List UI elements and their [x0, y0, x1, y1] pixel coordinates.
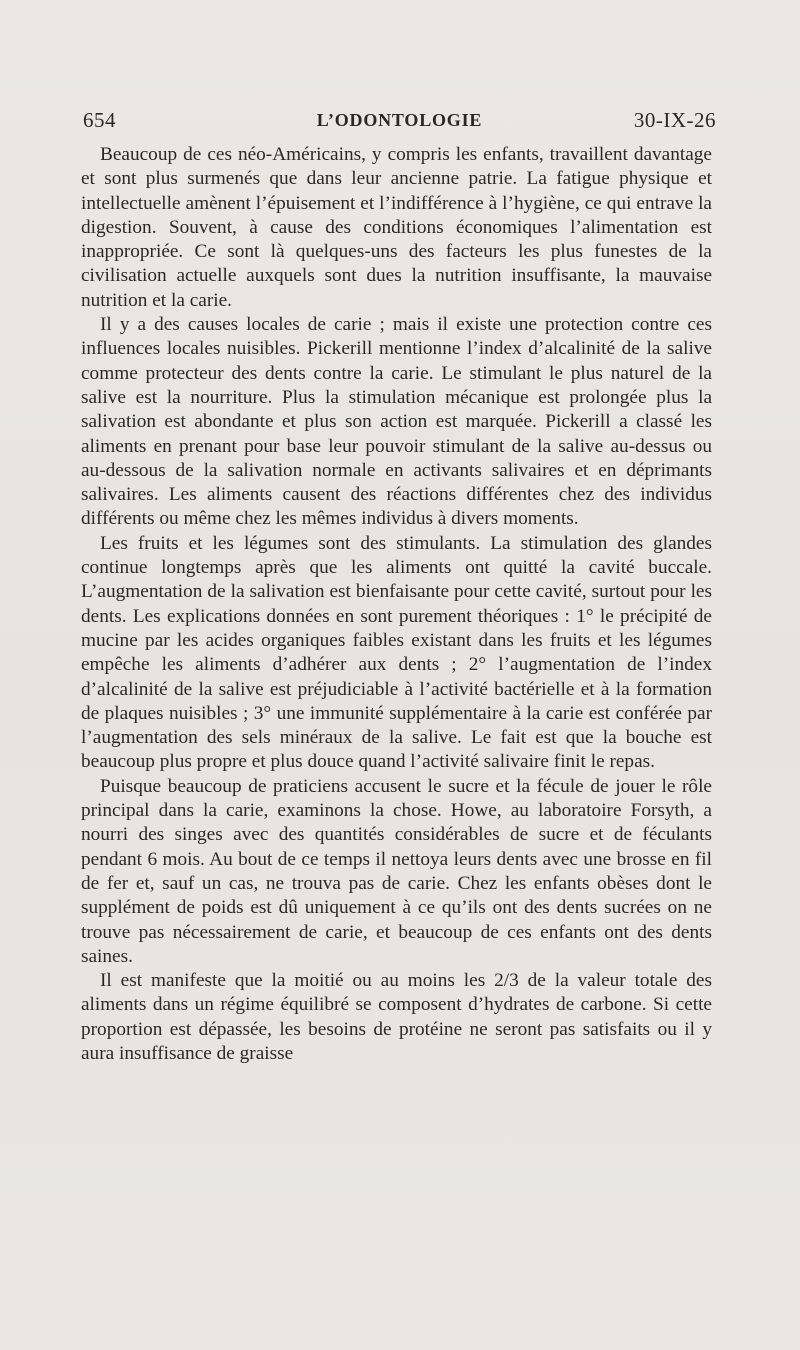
issue-date: 30-IX-26: [633, 108, 716, 132]
article-body: [81, 143, 712, 1066]
paragraph-2: Il y a des causes locales de carie ; mais il existe une protection contre ces influences locales nuisibles. Pickerill mentionne l’index d’alcalinité de la salive comme protecteur des dents contre la carie. Le stimulant le plus naturel de la salive est la nourriture. Plus la stimulation mécanique est prolongée plus la salivation est abondante et plus son action est marquée. Pickerill a classé les aliments en prenant pour base leur pouvoir stimulant de la salive au-dessus ou au-dessous de la salivation normale en activants salivaires et en déprimants salivaires. Les aliments causent des réactions différentes chez des individus différents ou même chez les mêmes individus à divers moments.: [81, 314, 712, 530]
paragraph-1: Beaucoup de ces néo-Américains, y compris les enfants, travaillent davantage et sont plus surmenés que dans leur ancienne patrie. La fatigue physique et intellectuelle amènent l’épuisement et l’indifférence à l’hygiène, ce qui entrave la digestion. Souvent, à cause des conditions économiques l’alimentation est inappropriée. Ce sont là quelques-uns des facteurs les plus funestes de la civilisation actuelle auxquels sont dues la nutrition insuffisante, la mauvaise nutrition et la carie.: [81, 144, 712, 311]
journal-title: L’ODONTOLOGIE: [316, 110, 483, 130]
running-head: [83, 105, 716, 135]
paragraph-3: Les fruits et les légumes sont des stimulants. La stimulation des glandes continue longtemps après que les aliments ont quitté la cavité buccale. L’augmentation de la salivation est bienfaisante pour cette cavité, surtout pour les dents. Les explications données en sont purement théoriques : 1° le précipité de mucine par les acides organiques faibles existant dans les fruits et les légumes empêche les aliments d’adhérer aux dents ; 2° l’augmentation de l’index d’alcalinité de la salive est préjudiciable à l’activité bactérielle et à la formation de plaques nuisibles ; 3° une immunité supplémentaire à la carie est conférée par l’augmentation des sels minéraux de la salive. Le fait est que la bouche est beaucoup plus propre et plus douce quand l’activité salivaire finit le repas.: [81, 532, 712, 773]
paragraph-5: Il est manifeste que la moitié ou au moins les 2/3 de la valeur totale des aliments dans un régime équilibré se composent d’hydrates de carbone. Si cette proportion est dépassée, les besoins de protéine ne seront pas satisfaits ou il y aura insuffisance de graisse: [81, 970, 712, 1064]
page-number: 654: [83, 108, 116, 132]
paragraph-4: Puisque beaucoup de praticiens accusent le sucre et la fécule de jouer le rôle principal dans la carie, examinons la chose. Howe, au laboratoire Forsyth, a nourri des singes avec des quantités considérables de sucre et de féculants pendant 6 mois. Au bout de ce temps il nettoya leurs dents avec une brosse en fil de fer et, sauf un cas, ne trouva pas de carie. Chez les enfants obèses dont le supplément de poids est dû uniquement à ce qu’ils ont des dents sucrées on ne trouve pas nécessairement de carie, et beaucoup de ces enfants ont des dents saines.: [81, 775, 712, 967]
